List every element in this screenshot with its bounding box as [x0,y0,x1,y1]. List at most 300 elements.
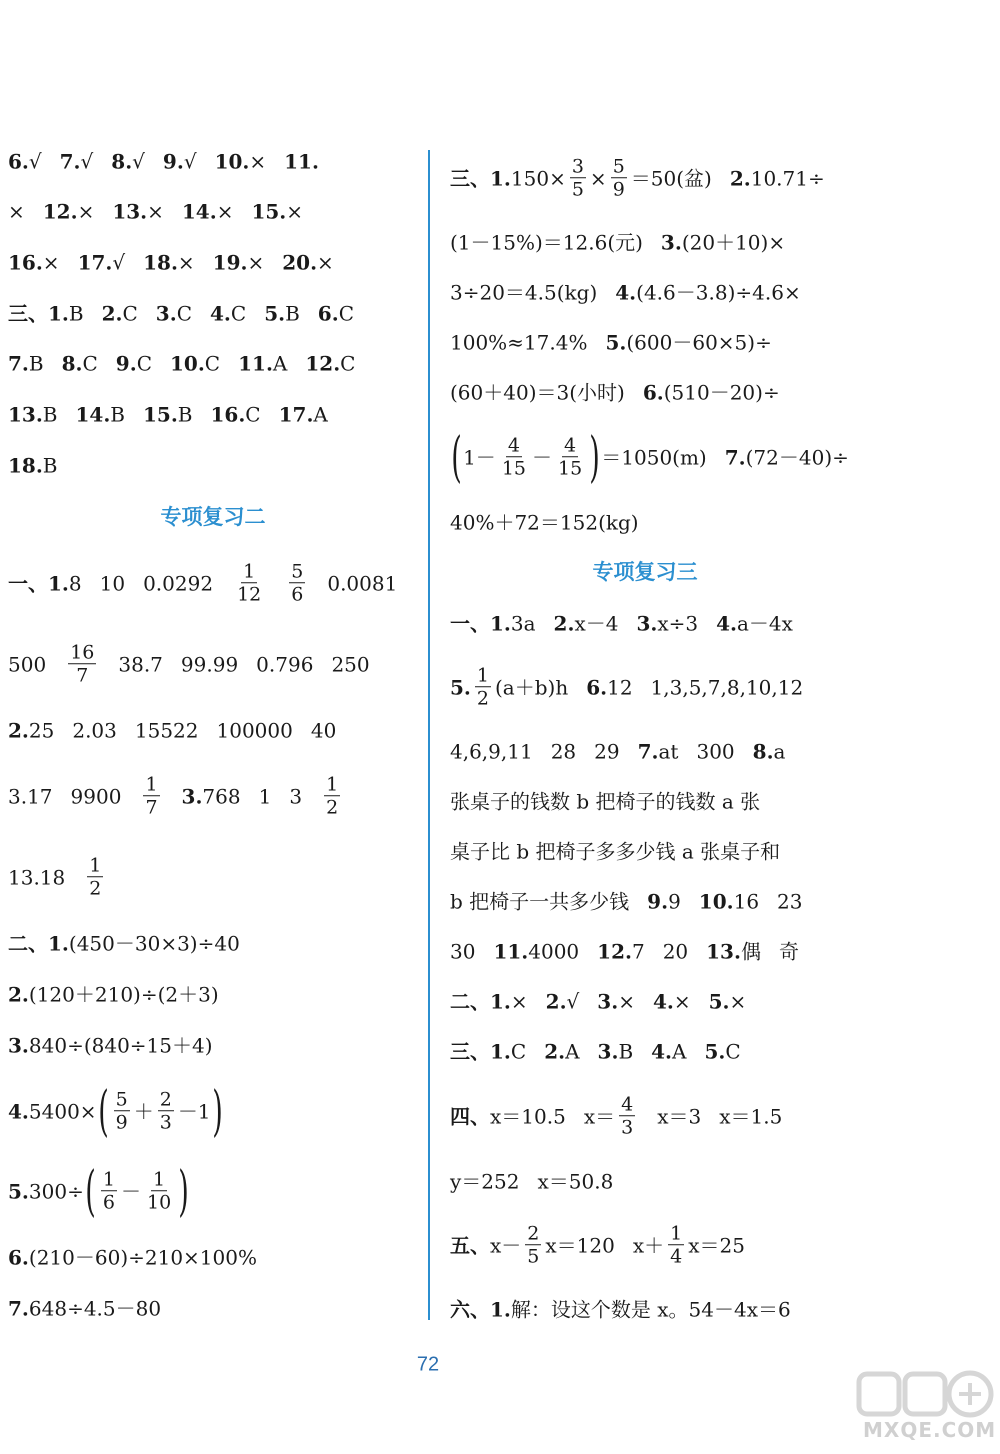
question-number: 12. [597,938,632,963]
question-number: 一、1. [8,570,69,595]
fraction-numerator: 1 [89,854,102,877]
answer-text: 0.0292 [143,570,214,595]
answer-text: 3 [289,783,303,808]
question-number: 8. [111,148,133,173]
bracket: ( [97,1078,109,1142]
answer-text: 100000 [216,717,293,742]
answer-text: B [110,401,125,426]
answer-text: 768 [202,783,241,808]
answer-text: x＝25 [688,1232,745,1257]
question-number: 10. [214,148,250,173]
answer-text: 3÷20＝4.5(kg) [450,279,598,304]
answer-text: x÷3 [657,610,699,635]
question-number: 11. [284,148,319,173]
answer-text: B [42,401,58,426]
fraction-numerator: 3 [571,155,584,178]
answer-text: x＝50.8 [537,1168,614,1193]
answer-text: －1 [177,1098,211,1123]
fraction-denominator: 3 [621,1116,634,1139]
question-number: 7. [637,738,659,763]
answer-text: 8 [68,570,82,595]
answer-text: 15522 [134,717,199,742]
question-number: 2. [729,165,751,190]
answer-text: x－ [490,1232,522,1257]
answer-line [450,1165,613,1195]
watermark-logo-icon [855,1368,995,1420]
question-number: 16. [8,249,43,274]
answer-line [8,1159,190,1221]
answer-text: × [729,988,747,1013]
answer-line [450,226,785,256]
watermark-text: MXQE.COM [863,1418,997,1442]
answer-line [8,1029,213,1059]
fraction-denominator: 5 [527,1245,540,1268]
answer-line [8,145,319,175]
answer-text: × [216,198,234,223]
answer-line [8,1079,224,1141]
fraction-numerator: 1 [670,1222,683,1245]
answer-text: 25 [28,717,55,742]
question-number: 3. [597,988,619,1013]
fraction-denominator: 15 [501,457,526,480]
answer-text: 28 [550,738,577,763]
fraction-numerator: 5 [115,1088,128,1111]
answer-text: A [672,1038,687,1063]
answer-text: 解：设这个数是 x。54－4x＝6 [510,1296,791,1321]
answer-text: C [338,300,354,325]
question-number: 三、1. [450,165,511,190]
watermark [855,1368,995,1448]
question-number: 2. [553,610,575,635]
question-number: 4. [210,300,231,325]
fraction [143,773,159,818]
question-number: 19. [212,249,248,274]
answer-text: 张桌子的钱数 b 把椅子的钱数 a 张 [450,788,761,813]
question-number: 13. [112,198,148,223]
answer-text: × [317,249,334,274]
answer-line [8,845,107,907]
answer-line [450,1035,741,1065]
fraction-denominator: 4 [670,1245,683,1268]
question-number: 15. [251,198,287,223]
question-number: 一、1. [450,610,511,635]
answer-text: at [658,738,679,763]
answer-text: 3.17 [8,783,53,808]
answer-line [450,1213,745,1275]
answer-text: x＋ [632,1232,665,1257]
answer-text: C [245,401,261,426]
bracket: ( [451,424,462,488]
answer-text: 23 [777,888,803,913]
question-number: 二、1. [8,930,69,955]
answer-line [450,506,639,536]
question-number: 5. [8,1178,29,1203]
answer-text: x＝10.5 [490,1103,566,1128]
question-number: 7. [59,148,81,173]
answer-text: 500 [8,651,47,676]
answer-line [450,885,803,915]
fraction-denominator: 7 [145,796,158,819]
question-number: 7. [8,1295,29,1320]
answer-line [450,276,801,306]
question-number: 三、1. [450,1038,511,1063]
answer-text: × [510,988,528,1013]
answer-text: 29 [594,738,620,763]
fraction-numerator: 1 [153,1168,166,1191]
question-number: 18. [8,452,43,477]
question-number: 9. [162,148,184,173]
answer-text: ＋ [133,1098,154,1123]
answer-text: ＝1050(m) [601,444,707,469]
answer-line [8,632,370,694]
fraction-denominator: 5 [571,178,584,201]
fraction-numerator: 1 [326,773,339,796]
answer-text: 1,3,5,7,8,10,12 [650,674,804,699]
answer-line [8,347,355,377]
question-number: 4. [615,279,637,304]
bracket: ) [211,1078,223,1142]
question-number: 5. [264,300,286,325]
answer-text: C [230,300,247,325]
answer-text: 5400× [28,1098,97,1123]
question-number: 2. [8,717,29,742]
question-number: 13. [706,938,741,963]
question-number: 3. [597,1038,619,1063]
fraction [324,773,340,818]
question-number: 5. [450,674,471,699]
fraction-numerator: 5 [291,560,304,583]
fraction-denominator: 9 [115,1111,128,1134]
question-number: 6. [317,300,339,325]
answer-text: √ [80,148,94,173]
question-number: 二、1. [450,988,511,1013]
answer-text: (120＋210)÷(2＋3) [28,981,219,1006]
answer-text: 0.796 [256,651,314,676]
answer-line [450,425,849,487]
answer-text: (4.6－3.8)÷4.6× [636,279,801,304]
fraction-numerator: 1 [102,1168,115,1191]
answer-text: C [510,1038,527,1063]
fraction-numerator: 16 [70,641,95,664]
answer-text: (a＋b)h [494,674,569,699]
fraction [68,641,96,686]
answer-text: × [247,249,265,274]
question-number: 7. [8,350,29,375]
column-divider [428,150,430,1320]
answer-text: A [272,350,288,375]
answer-text: 偶 [740,938,761,963]
answer-text: 40 [310,717,337,742]
fraction-numerator: 1 [243,560,256,583]
question-number: 10. [170,350,205,375]
answer-text: 9900 [70,783,122,808]
answer-line [8,1241,257,1271]
question-number: 3. [660,229,682,254]
answer-text: × [42,249,60,274]
answer-text: 4000 [528,938,580,963]
question-number: 5. [708,988,730,1013]
answer-text: x＝3 [657,1103,702,1128]
fraction [668,1222,684,1267]
fraction [101,1168,117,1213]
answer-text: √ [566,988,580,1013]
answer-text: 0.0081 [327,570,398,595]
question-number: 3. [155,300,177,325]
question-number: 8. [61,350,83,375]
answer-line [8,764,344,826]
answer-text: C [204,350,221,375]
question-number: 五、 [450,1232,490,1257]
fraction-numerator: 2 [159,1088,172,1111]
answer-text: × [177,249,195,274]
question-number: 17. [77,249,113,274]
question-number: 5. [605,329,627,354]
question-number: 11. [493,938,529,963]
fraction-denominator: 7 [76,664,89,687]
question-number: 4. [8,1098,29,1123]
bracket: ) [589,424,600,488]
answer-text: x－4 [574,610,619,635]
answer-text: √ [112,249,126,274]
answer-line [450,1084,782,1146]
answer-line [450,935,799,965]
answer-line [8,398,328,428]
answer-text: C [340,350,356,375]
answer-text: (20＋10)× [681,229,786,254]
question-number: 7. [724,444,746,469]
fraction [525,1222,541,1267]
answer-text: B [618,1038,634,1063]
answer-text: 奇 [778,938,799,963]
answer-text: 150× [510,165,566,190]
answer-line [8,714,336,744]
answer-text: 40%＋72＝152(kg) [450,509,639,534]
fraction-denominator: 15 [558,457,583,480]
answer-text: C [725,1038,741,1063]
question-number: 4. [652,988,674,1013]
answer-text: (210－60)÷210×100% [28,1244,257,1269]
answer-text: × [589,165,607,190]
answer-text: 7 [631,938,645,963]
answer-line [8,551,397,613]
answer-text: 10.71÷ [750,165,825,190]
question-number: 2. [8,981,29,1006]
answer-text: × [8,198,25,223]
answer-text: 99.99 [180,651,239,676]
question-number: 4. [651,1038,673,1063]
answer-text: A [565,1038,580,1063]
answer-text: a [773,738,786,763]
answer-text: － [121,1178,141,1203]
question-number: 6. [586,674,608,699]
answer-text: 9 [668,888,681,913]
fraction-numerator: 4 [564,434,577,457]
fraction [611,155,627,200]
question-number: 四、 [450,1103,490,1128]
question-number: 3. [8,1032,29,1057]
question-number: 12. [305,350,341,375]
fraction [556,434,584,479]
answer-line [8,927,240,957]
answer-text: × [249,148,267,173]
answer-line [8,978,219,1008]
fraction [289,560,305,605]
answer-text: B [177,401,193,426]
answer-line [450,1293,791,1323]
answer-text: × [77,198,95,223]
answer-text: 300÷ [28,1178,84,1203]
answer-text: C [82,350,98,375]
question-number: 5. [704,1038,726,1063]
answer-text: (510－20)÷ [663,379,780,404]
answer-text: (72－40)÷ [745,444,849,469]
answer-text: y＝252 [450,1168,520,1193]
fraction [500,434,528,479]
answer-text: B [28,350,44,375]
fraction-numerator: 4 [621,1093,634,1116]
question-number: 11. [238,350,273,375]
fraction-numerator: 2 [527,1222,540,1245]
question-number: 三、1. [8,300,69,325]
answer-text: 648÷4.5－80 [28,1295,162,1320]
bracket: ( [85,1158,96,1222]
answer-text: (60＋40)＝3(小时) [450,379,625,404]
answer-text: － [532,444,552,469]
answer-text: 4,6,9,11 [450,738,533,763]
answer-text: √ [132,148,145,173]
answer-text: ＝50(盆) [630,165,712,190]
fraction-denominator: 2 [89,877,102,900]
question-number: 2. [101,300,123,325]
answer-text: 16 [733,888,760,913]
answer-text: 桌子比 b 把椅子多多少钱 a 张桌子和 [450,838,781,863]
question-number: 12. [42,198,78,223]
fraction-numerator: 1 [145,773,158,796]
fraction-denominator: 3 [159,1111,172,1134]
question-number: 17. [278,401,314,426]
fraction-numerator: 4 [507,434,520,457]
question-number: 13. [8,401,43,426]
fraction [114,1088,130,1133]
answer-line [450,985,746,1015]
question-number: 2. [545,988,567,1013]
answer-text: B [42,452,58,477]
bracket: ) [178,1158,189,1222]
answer-text: x＝ [583,1103,616,1128]
fraction [158,1088,174,1133]
question-number: 18. [143,249,178,274]
answer-text: × [673,988,691,1013]
question-number: 3. [636,610,658,635]
answer-text: 38.7 [118,651,163,676]
answer-text: 250 [331,651,370,676]
answer-text: C [122,300,138,325]
answer-text: 300 [696,738,735,763]
answer-text: × [618,988,635,1013]
section-heading: 专项复习二 [160,505,266,529]
answer-text: 13.18 [8,864,66,889]
answer-text: 20 [662,938,689,963]
fraction-denominator: 9 [612,178,625,201]
question-number: 8. [752,738,774,763]
question-number: 6. [642,379,664,404]
fraction-numerator: 1 [476,664,489,687]
answer-text: (450－30×3)÷40 [68,930,240,955]
answer-line [450,835,780,865]
question-number: 3. [181,783,203,808]
question-number: 10. [698,888,734,913]
answer-line [450,735,785,765]
answer-text: (600－60×5)÷ [626,329,772,354]
answer-line [450,655,803,717]
answer-text: × [286,198,304,223]
question-number: 2. [544,1038,566,1063]
question-number: 14. [75,401,111,426]
answer-line [8,449,58,479]
answer-line [8,246,334,276]
question-number: 6. [8,148,29,173]
question-number: 6. [8,1244,29,1269]
answer-text: B [285,300,300,325]
answer-text: B [68,300,84,325]
question-number: 9. [647,888,669,913]
fraction-numerator: 5 [612,155,625,178]
question-number: 20. [282,249,318,274]
question-number: 六、1. [450,1296,511,1321]
answer-text: a－4x [737,610,793,635]
section-heading: 专项复习三 [592,560,698,584]
question-number: 4. [716,610,737,635]
fraction [570,155,586,200]
fraction-denominator: 2 [326,796,339,819]
question-number: 9. [115,350,137,375]
fraction-denominator: 6 [291,583,304,606]
fraction [475,664,491,709]
answer-text: C [176,300,192,325]
page-number: 72 [416,1353,440,1376]
answer-line [450,326,772,356]
answer-text: 1 [258,783,272,808]
answer-text: 1－ [463,444,496,469]
answer-text: 30 [450,938,476,963]
answer-text: 10 [99,570,126,595]
answer-text: x＝1.5 [719,1103,783,1128]
answer-text: C [136,350,152,375]
answer-line [8,1292,161,1322]
fraction [235,560,263,605]
answer-text: (1－15%)＝12.6(元) [450,229,643,254]
fraction-denominator: 6 [102,1191,115,1214]
answer-text: 12 [607,674,633,699]
fraction-denominator: 2 [476,687,489,710]
answer-text: A [313,401,328,426]
answer-text: x＝120 [545,1232,615,1257]
answer-text: 2.03 [72,717,117,742]
answer-text: 840÷(840÷15＋4) [28,1032,213,1057]
question-number: 14. [181,198,217,223]
answer-line [8,297,354,327]
fraction-denominator: 12 [237,583,262,606]
fraction [619,1093,635,1138]
answer-line [450,376,780,406]
answer-text: 3a [510,610,536,635]
answer-text: √ [183,148,197,173]
fraction-denominator: 10 [147,1191,172,1214]
question-number: 16. [210,401,246,426]
fraction [145,1168,173,1213]
fraction [87,854,103,899]
answer-text: 100%≈17.4% [450,329,588,354]
